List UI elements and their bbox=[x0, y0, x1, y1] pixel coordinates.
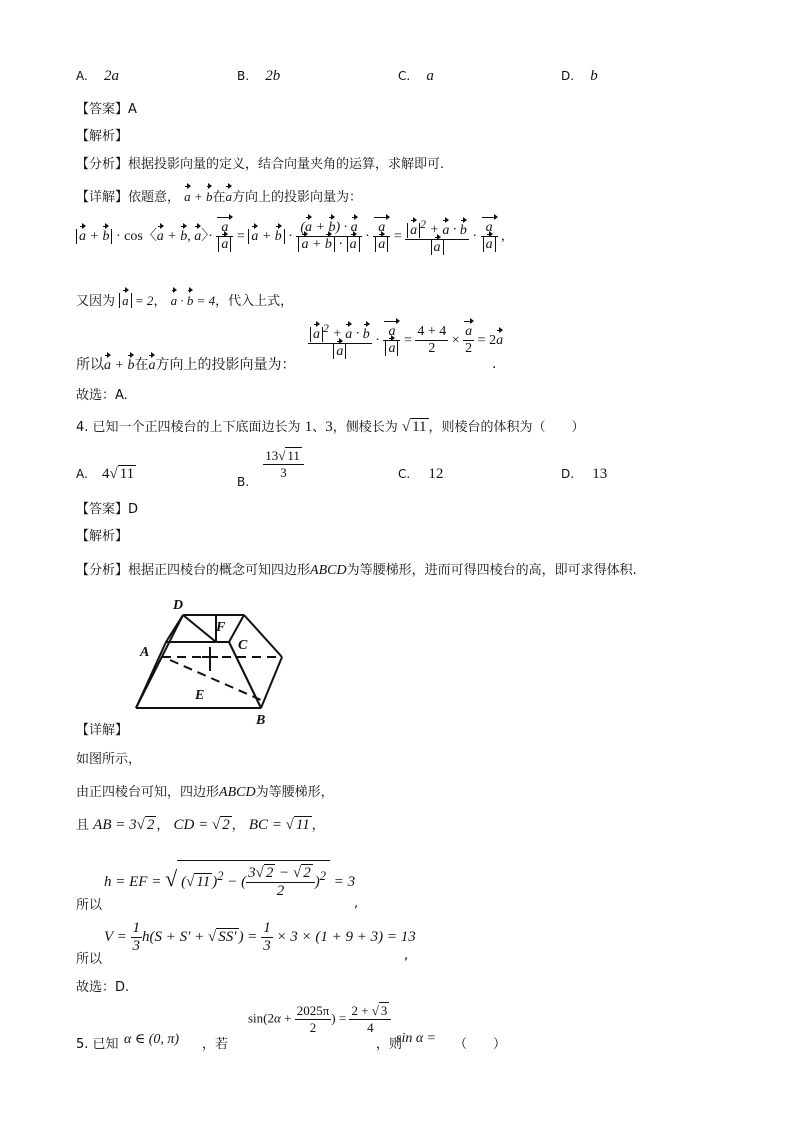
alpha-range: α ∈ (0, π) bbox=[124, 1032, 180, 1047]
q3-option-c bbox=[398, 68, 434, 85]
option-value: b bbox=[590, 68, 598, 84]
q3-analysis-tag: 【解析】 bbox=[76, 129, 129, 144]
stem-val-3: √ 11 bbox=[401, 419, 427, 435]
fenxi-text-1: 根据正四棱台的概念可知四边形 bbox=[128, 563, 311, 578]
from-abcd: ABCD bbox=[219, 785, 256, 800]
so-text-2: 所以 bbox=[76, 952, 103, 967]
option-value: 2b bbox=[265, 68, 281, 84]
q3-option-b bbox=[237, 68, 280, 85]
mag-a: a = 2 bbox=[119, 293, 153, 308]
q4-analysis-tag: 【解析】 bbox=[76, 529, 129, 544]
q4-lengths: 且 AB = 3√ 2 ， CD = √ 2 ， BC = √ 11 ， bbox=[76, 817, 325, 833]
fenxi-text-2: 为等腰梯形，进而可得四棱台的高，即可求得体积. bbox=[346, 563, 637, 578]
q4-option-b bbox=[237, 448, 304, 489]
and-text: 且 bbox=[76, 818, 90, 833]
q4-detail-tag: 【详解】 bbox=[76, 723, 129, 738]
q3-detail bbox=[76, 186, 362, 205]
also-text: 又因为 bbox=[76, 294, 116, 309]
stem-text-1: 5. 已知 bbox=[76, 1037, 119, 1052]
substitute-text: ，代入上式， bbox=[215, 294, 294, 309]
answer-tag: 【答案】 bbox=[76, 502, 129, 517]
q3-answer bbox=[76, 98, 137, 117]
stem-text-3: ，则 bbox=[376, 1037, 403, 1052]
stem-val-2: 3 bbox=[325, 419, 333, 435]
v-result: × 3 × (1 + 9 + 3) = 13 bbox=[276, 928, 416, 945]
label-a: A bbox=[140, 645, 150, 660]
label-b: B bbox=[256, 713, 266, 725]
detail-text-3: 方向上的投影向量为： bbox=[231, 190, 362, 205]
q3-option-a bbox=[76, 68, 119, 85]
q3-given: 又因为 a = 2， a · b = 4，代入上式， bbox=[76, 293, 294, 309]
option-label: B. bbox=[237, 69, 250, 83]
q3-option-d bbox=[561, 68, 598, 85]
q4-fenxi bbox=[76, 559, 637, 579]
h-result: = 3 bbox=[333, 873, 356, 890]
q3-fenxi bbox=[76, 153, 444, 172]
option-label: C. bbox=[398, 69, 411, 83]
label-d: D bbox=[173, 598, 184, 613]
stem-text-1: 4. 已知一个正四棱台的上下底面边长为 bbox=[76, 420, 301, 435]
option-label: A. bbox=[76, 69, 88, 83]
q4-as-shown: 如图所示， bbox=[76, 752, 142, 767]
option-label: B. bbox=[237, 475, 250, 489]
q4-option-d bbox=[561, 466, 607, 483]
fenxi-tag: 【分析】 bbox=[76, 563, 129, 578]
option-label: A. bbox=[76, 467, 88, 481]
ab-length: AB = 3√ 2 bbox=[93, 817, 155, 833]
q3-choose: 故选：A. bbox=[76, 388, 128, 403]
from-text-2: 为等腰梯形， bbox=[255, 785, 334, 800]
hidden-plus bbox=[202, 650, 218, 664]
label-f: F bbox=[216, 620, 226, 635]
stem-text-2: ，侧棱长为 bbox=[332, 420, 398, 435]
sin-equation: sin(2α + $\frac{2025\pi}{2}$ ) = $\frac{2 + √ 3}{4}$ bbox=[248, 1003, 391, 1036]
detail-text-2: 在 bbox=[212, 190, 226, 205]
answer-paren: （ ） bbox=[454, 1037, 507, 1052]
q4-option-c bbox=[398, 466, 443, 483]
answer-value: D bbox=[128, 502, 139, 517]
detail-text-1: 依题意， bbox=[128, 190, 181, 205]
cd-length: CD = √ 2 bbox=[173, 817, 230, 833]
stem-val-1: 1 bbox=[304, 419, 313, 435]
q4-option-a bbox=[76, 466, 136, 483]
q4-trapezoid bbox=[76, 781, 334, 801]
v-eq: V = bbox=[104, 928, 127, 945]
option-value: $\frac{13√ 11}{3}$ bbox=[263, 448, 304, 481]
stem-sep: 、 bbox=[312, 420, 326, 435]
so-text: 所以 bbox=[76, 357, 104, 373]
q4-choose: 故选：D. bbox=[76, 980, 130, 995]
option-label: C. bbox=[398, 467, 411, 481]
edge-lateral-left bbox=[136, 615, 183, 708]
option-value: 4√ 11 bbox=[101, 466, 135, 482]
from-text-1: 由正四棱台可知，四边形 bbox=[76, 785, 220, 800]
fenxi-text: 根据投影向量的定义，结合向量夹角的运算，求解即可. bbox=[128, 157, 445, 172]
answer-tag: 【答案】 bbox=[76, 102, 129, 117]
stem-text-2: ，若 bbox=[202, 1037, 229, 1052]
option-value: 13 bbox=[592, 466, 608, 482]
q3-projection-formula: a + b · cos〈a + b, a〉· $\frac{a}{a}$ = a + b · $\frac{(a + b) \cdot a}{a + b \cdot a}$ · $\frac{a}{a}$ = $\frac{a ^2 + a \cdot b}{a}$ · $\frac{a}{a}$ , bbox=[76, 218, 505, 256]
q4-answer bbox=[76, 498, 138, 517]
ask-sin-alpha: sin α = bbox=[396, 1031, 437, 1046]
stem-text-3: ，则棱台的体积为（ ） bbox=[428, 420, 585, 435]
q4-stem bbox=[76, 416, 585, 436]
detail-tag: 【详解】 bbox=[76, 190, 129, 205]
label-e: E bbox=[195, 688, 205, 703]
option-label: D. bbox=[561, 467, 575, 481]
vec-a: a bbox=[225, 189, 232, 204]
vec-a-plus-b: a + b bbox=[184, 189, 213, 204]
so-text-1: 所以 bbox=[76, 898, 103, 913]
fenxi-tag: 【分析】 bbox=[76, 157, 129, 172]
edge-diag-d-f bbox=[183, 615, 216, 642]
h-eq: h = EF = bbox=[104, 873, 162, 890]
option-value: 12 bbox=[428, 466, 444, 482]
edge-lateral-right bbox=[244, 615, 282, 657]
option-label: D. bbox=[561, 69, 575, 83]
answer-value: A bbox=[128, 102, 137, 117]
option-value: a bbox=[426, 68, 434, 84]
dot-ab: a · b = 4 bbox=[170, 293, 216, 308]
frustum-figure bbox=[120, 590, 300, 725]
option-value: 2a bbox=[103, 68, 119, 84]
label-c: C bbox=[238, 638, 248, 653]
bc-length: BC = √ 11 bbox=[248, 817, 310, 833]
edge-bottom-right bbox=[261, 657, 282, 708]
fenxi-abcd: ABCD bbox=[310, 563, 347, 578]
